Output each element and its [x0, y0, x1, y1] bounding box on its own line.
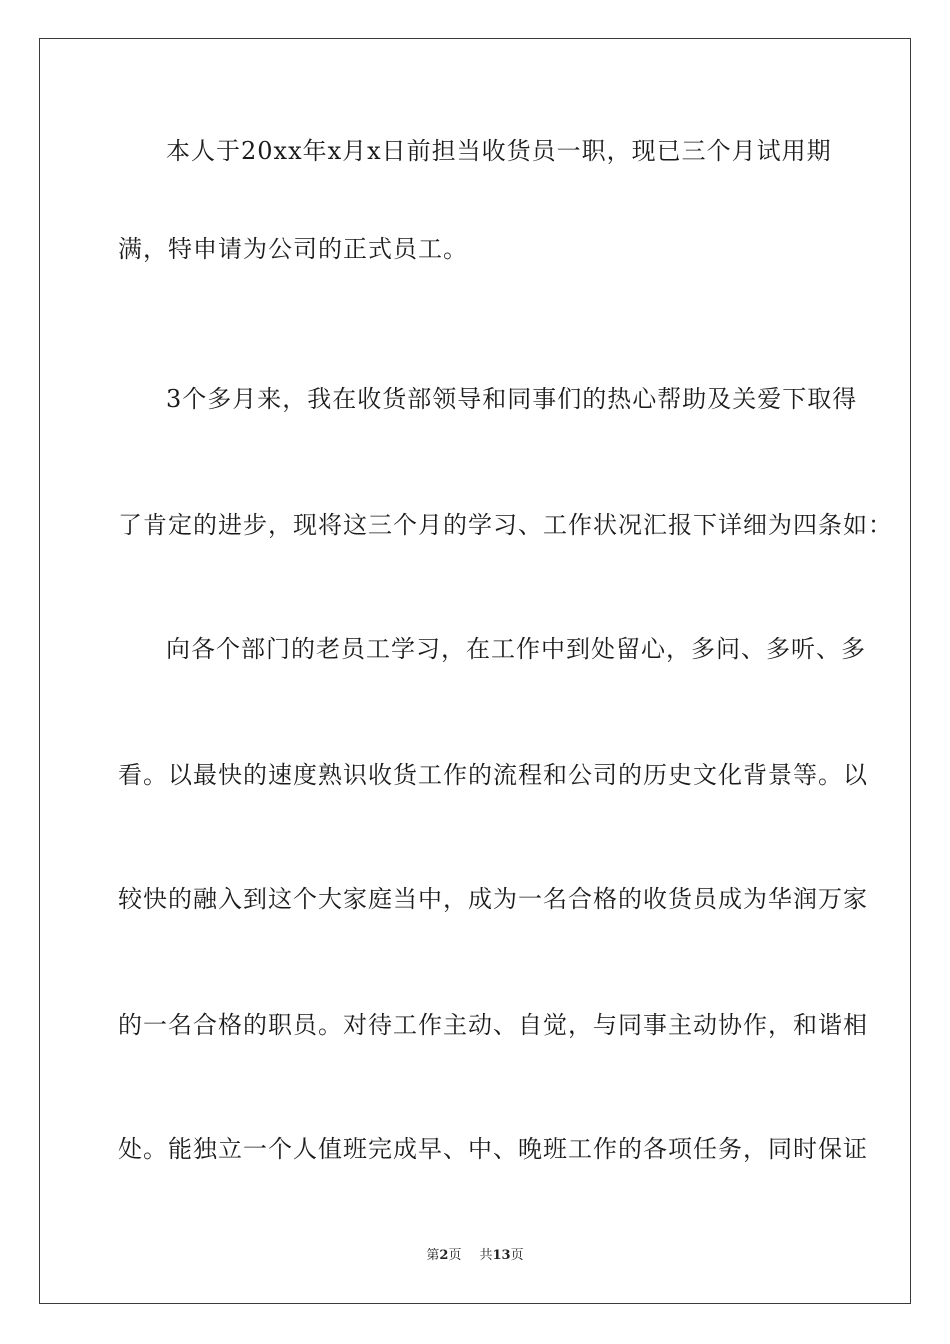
footer-prefix: 第 — [426, 1248, 440, 1263]
page-frame — [39, 38, 911, 1304]
footer-page-suffix: 页 — [448, 1248, 462, 1263]
page-footer — [0, 1248, 950, 1264]
paragraph-line: 的一名合格的职员。对待工作主动、自觉，与同事主动协作，和谐相 — [118, 1011, 868, 1039]
paragraph-line: 看。以最快的速度熟识收货工作的流程和公司的历史文化背景等。以 — [118, 761, 868, 789]
footer-total-prefix: 共 — [479, 1248, 493, 1263]
total-pages: 13 — [492, 1248, 511, 1263]
paragraph-line: 较快的融入到这个大家庭当中，成为一名合格的收货员成为华润万家 — [118, 885, 868, 913]
page-number: 2 — [439, 1248, 449, 1263]
paragraph-line: 3个多月来，我在收货部领导和同事们的热心帮助及关爱下取得 — [166, 385, 858, 413]
footer-total-suffix: 页 — [510, 1248, 524, 1263]
paragraph-line: 本人于20xx年x月x日前担当收货员一职，现已三个月试用期 — [166, 137, 832, 165]
paragraph-line: 处。能独立一个人值班完成早、中、晚班工作的各项任务，同时保证 — [118, 1135, 868, 1163]
paragraph-line: 了肯定的进步，现将这三个月的学习、工作状况汇报下详细为四条如： — [118, 511, 893, 539]
paragraph-line: 满，特申请为公司的正式员工。 — [118, 235, 468, 263]
paragraph-line: 向各个部门的老员工学习，在工作中到处留心，多问、多听、多 — [166, 635, 866, 663]
